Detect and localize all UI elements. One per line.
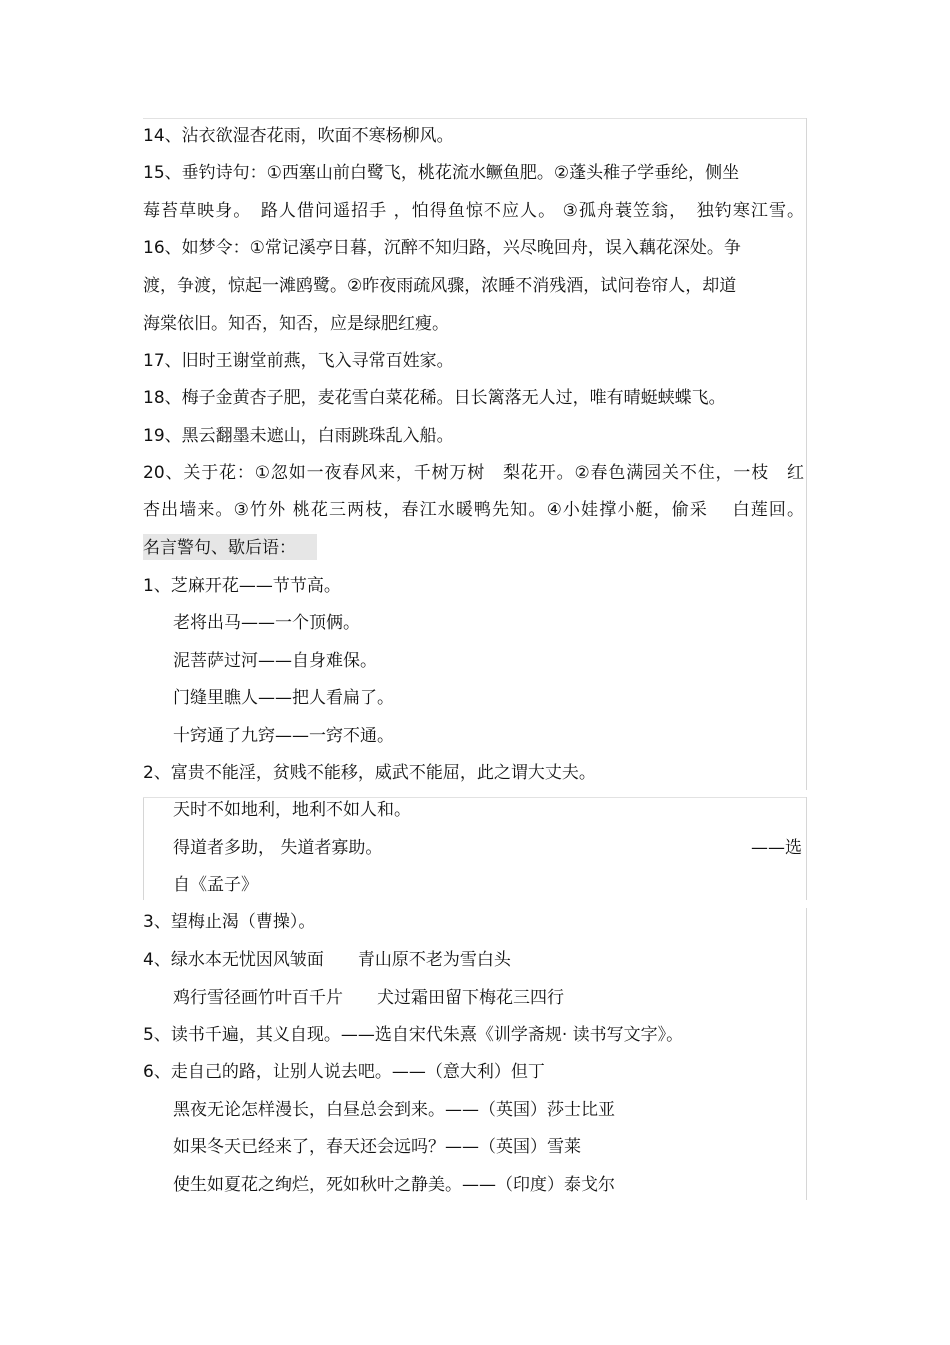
saying-3: 3、望梅止渴（曹操）。: [143, 912, 316, 932]
poem-15-line-1: 15、垂钓诗句：①西塞山前白鹭飞，桃花流水鳜鱼肥。②蓬头稚子学垂纶，侧坐: [143, 163, 740, 183]
poem-15-line-2: 莓苔草映身。 路人借问遥招手 ，怕得鱼惊不应人。 ③孤舟蓑笠翁， 独钓寒江雪。: [143, 201, 804, 221]
poem-18: 18、梅子金黄杏子肥，麦花雪白菜花稀。日长篱落无人过，唯有晴蜓蛱蝶飞。: [143, 388, 726, 408]
border-mid: [143, 797, 806, 798]
poem-16-line-3: 海棠依旧。知否，知否，应是绿肥红瘦。: [143, 314, 449, 334]
poem-14: 14、沾衣欲湿杏花雨，吹面不寒杨柳风。: [143, 126, 454, 146]
saying-2-c-source: ——选: [751, 838, 802, 858]
border-right-bottom: [806, 908, 807, 1200]
saying-1-d: 门缝里瞧人——把人看扁了。: [173, 688, 394, 708]
saying-6-c: 如果冬天已经来了，春天还会远吗？——（英国）雪莱: [173, 1137, 581, 1157]
border-top: [143, 118, 806, 119]
poem-16-line-2: 渡，争渡，惊起一滩鸥鹭。②昨夜雨疏风骤，浓睡不消残酒，试问卷帘人，却道: [143, 276, 737, 296]
poem-20-line-2: 杏出墙来。③竹外 桃花三两枝，春江水暖鸭先知。④小娃撑小艇，偷采 白莲回。: [143, 500, 804, 520]
saying-4-b: 鸡行雪径画竹叶百千片 犬过霜田留下梅花三四行: [173, 988, 564, 1008]
saying-6-d: 使生如夏花之绚烂，死如秋叶之静美。——（印度）泰戈尔: [173, 1175, 615, 1195]
saying-6-b: 黑夜无论怎样漫长，白昼总会到来。——（英国）莎士比亚: [173, 1100, 615, 1120]
poem-20-line-1: 20、关于花：①忽如一夜春风来，千树万树 梨花开。②春色满园关不住，一枝 红: [143, 463, 804, 483]
section-heading: 名言警句、歇后语：: [143, 538, 296, 558]
saying-1-b: 老将出马——一个顶俩。: [173, 613, 360, 633]
poem-19: 19、黑云翻墨未遮山，白雨跳珠乱入船。: [143, 426, 454, 446]
border-right-top: [806, 118, 807, 790]
poem-16-line-1: 16、如梦令：①常记溪亭日暮，沉醉不知归路，兴尽晚回舟，误入藕花深处。争: [143, 238, 741, 258]
saying-2-d: 自《孟子》: [173, 875, 258, 895]
saying-2: 2、富贵不能淫，贫贱不能移，威武不能屈，此之谓大丈夫。: [143, 763, 596, 783]
saying-2-b: 天时不如地利，地利不如人和。: [173, 800, 411, 820]
saying-1: 1、芝麻开花——节节高。: [143, 576, 341, 596]
saying-5: 5、读书千遍，其义自现。——选自宋代朱熹《训学斋规· 读书写文字》。: [143, 1025, 684, 1045]
saying-4: 4、绿水本无忧因风皱面 青山原不老为雪白头: [143, 950, 511, 970]
border-right-mid: [806, 797, 807, 900]
saying-6: 6、走自己的路，让别人说去吧。——（意大利）但丁: [143, 1062, 545, 1082]
saying-1-c: 泥菩萨过河——自身难保。: [173, 651, 377, 671]
poem-17: 17、旧时王谢堂前燕，飞入寻常百姓家。: [143, 351, 454, 371]
border-left-mid: [143, 797, 144, 900]
saying-1-e: 十窍通了九窍——一窍不通。: [173, 726, 394, 746]
saying-2-c: 得道者多助， 失道者寡助。: [173, 838, 383, 858]
